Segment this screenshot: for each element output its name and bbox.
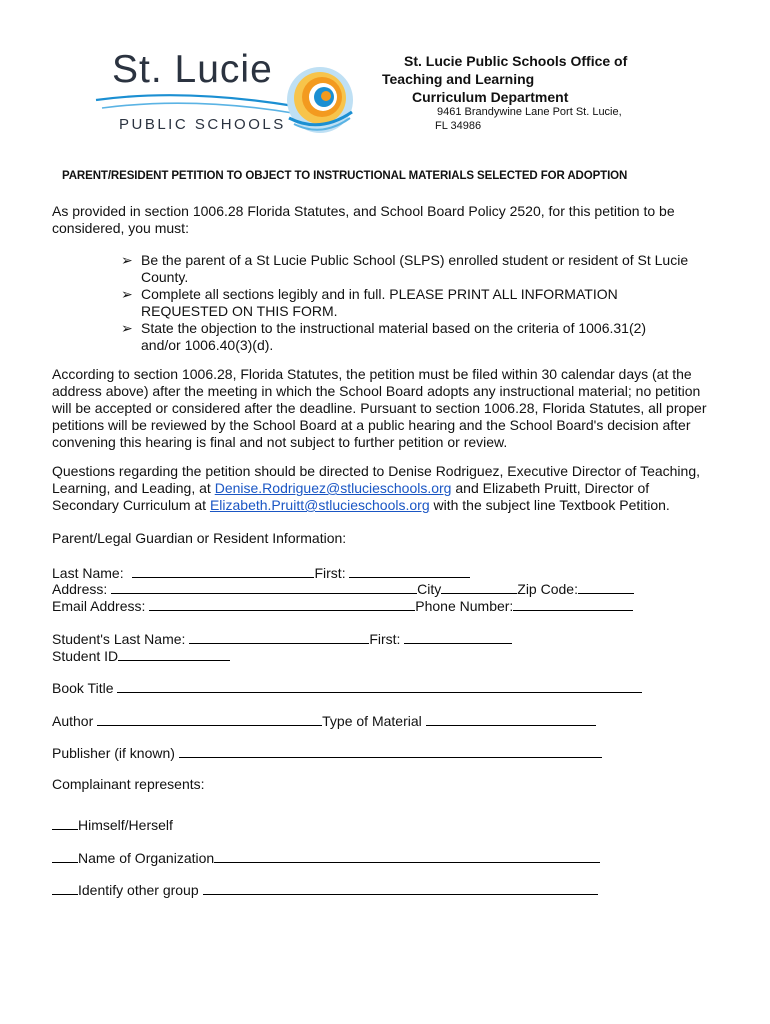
student-last-name-field[interactable]	[189, 629, 369, 644]
publisher-label: Publisher (if known)	[52, 745, 175, 761]
logo-subtitle: PUBLIC SCHOOLS	[119, 116, 286, 133]
student-first-name-label: First:	[369, 631, 401, 647]
email-field[interactable]	[149, 596, 415, 611]
requirement-item	[121, 252, 691, 286]
questions-paragraph	[52, 463, 732, 514]
requirement-line: State the objection to the instructional material based on the criteria of 1006.31(2)	[141, 320, 647, 336]
phone-field[interactable]	[513, 596, 633, 611]
address-line-2: FL 34986	[435, 120, 482, 132]
publisher-field[interactable]	[179, 743, 602, 758]
student-id-label: Student ID	[52, 648, 119, 664]
complainant-option-self	[52, 815, 173, 834]
paragraph-line: convening this hearing is final and not subject to further petition or review.	[52, 434, 508, 450]
zip-field[interactable]	[578, 579, 634, 594]
complainant-option-other-group	[52, 880, 598, 899]
city-label: City	[417, 581, 442, 597]
address-line-1: 9461 Brandywine Lane Port St. Lucie,	[437, 106, 622, 118]
other-group-checkmark-field[interactable]	[52, 880, 78, 895]
petition-title: PARENT/RESIDENT PETITION TO OBJECT TO INSTRUCTIONAL MATERIALS SELECTED FOR ADOPTION	[62, 170, 628, 182]
requirement-item	[121, 286, 691, 320]
address-label: Address:	[52, 581, 108, 597]
phone-label: Phone Number:	[415, 598, 514, 614]
deadline-paragraph	[52, 366, 722, 451]
arrow-bullet-icon: ➢	[121, 252, 133, 268]
arrow-bullet-icon: ➢	[121, 320, 133, 336]
requirement-line: and/or 1006.40(3)(d).	[141, 337, 274, 353]
last-name-field[interactable]	[132, 563, 314, 578]
self-checkmark-field[interactable]	[52, 815, 78, 830]
intro-paragraph	[52, 203, 722, 237]
book-title-row	[52, 678, 642, 697]
arrow-bullet-icon: ➢	[121, 286, 133, 302]
requirement-line: Complete all sections legibly and in full. PLEASE PRINT ALL INFORMATION	[141, 286, 618, 302]
zip-label: Zip Code:	[517, 581, 578, 597]
option-label: Himself/Herself	[78, 817, 173, 833]
last-name-label: Last Name:	[52, 565, 124, 581]
author-label: Author	[52, 713, 94, 729]
paragraph-line: address above) after the meeting in which the School Board adopts any instructional material; no petition	[52, 383, 701, 399]
city-field[interactable]	[441, 579, 517, 594]
intro-line-2: considered, you must:	[52, 220, 189, 236]
book-title-label: Book Title	[52, 680, 114, 696]
publisher-row	[52, 743, 602, 762]
paragraph-line: Questions regarding the petition should be directed to Denise Rodriguez, Executive Director of Teaching,	[52, 463, 701, 479]
material-type-label: Type of Material	[322, 713, 422, 729]
paragraph-line: will be accepted or considered after the deadline. Pursuant to section 1006.28, Florida Statutes, all proper	[52, 400, 707, 416]
requirement-line: County.	[141, 269, 189, 285]
school-logo	[94, 48, 356, 136]
requirement-line: REQUESTED ON THIS FORM.	[141, 303, 338, 319]
paragraph-line: Learning, and Leading, at Denise.Rodriguez@stlucieschools.org and Elizabeth Pruitt, Director of	[52, 480, 650, 496]
student-id-row	[52, 646, 230, 665]
intro-line-1: As provided in section 1006.28 Florida Statutes, and School Board Policy 2520, for this petition to be	[52, 203, 675, 219]
student-last-name-label: Student's Last Name:	[52, 631, 186, 647]
option-label: Identify other group	[78, 882, 199, 898]
option-label: Name of Organization	[78, 850, 215, 866]
contact-row	[52, 596, 633, 615]
address-field[interactable]	[111, 579, 417, 594]
requirements-list	[121, 252, 691, 354]
office-heading	[380, 52, 670, 106]
student-id-field[interactable]	[118, 646, 230, 661]
student-first-name-field[interactable]	[404, 629, 512, 644]
email-link-pruitt[interactable]: Elizabeth.Pruitt@stlucieschools.org	[209, 497, 430, 513]
office-line-1: St. Lucie Public Schools Office of	[404, 53, 628, 69]
office-line-2: Teaching and Learning	[382, 71, 535, 87]
first-name-label: First:	[314, 565, 346, 581]
office-line-3: Curriculum Department	[412, 89, 569, 105]
organization-name-field[interactable]	[214, 848, 600, 863]
author-field[interactable]	[97, 711, 322, 726]
other-group-field[interactable]	[203, 880, 598, 895]
complainant-heading: Complainant represents:	[52, 776, 205, 792]
logo-wordmark: St. Lucie	[112, 48, 273, 91]
organization-checkmark-field[interactable]	[52, 848, 78, 863]
author-row	[52, 711, 596, 730]
office-address	[435, 105, 622, 133]
paragraph-line: petitions will be reviewed by the School Board at a public hearing and the School Board's decision after	[52, 417, 691, 433]
requirement-line: Be the parent of a St Lucie Public School (SLPS) enrolled student or resident of St Lucie	[141, 252, 689, 268]
first-name-field[interactable]	[349, 563, 470, 578]
paragraph-line: Secondary Curriculum at Elizabeth.Pruitt@stlucieschools.org with the subject line Textbook Petition.	[52, 497, 670, 513]
email-label: Email Address:	[52, 598, 146, 614]
paragraph-line: According to section 1006.28, Florida Statutes, the petition must be filed within 30 calendar days (at the	[52, 366, 692, 382]
email-link-rodriguez[interactable]: Denise.Rodriguez@stlucieschools.org	[214, 480, 452, 496]
guardian-section-heading: Parent/Legal Guardian or Resident Information:	[52, 530, 347, 546]
requirement-item	[121, 320, 691, 354]
book-title-field[interactable]	[117, 678, 642, 693]
complainant-option-organization	[52, 848, 600, 867]
material-type-field[interactable]	[426, 711, 596, 726]
